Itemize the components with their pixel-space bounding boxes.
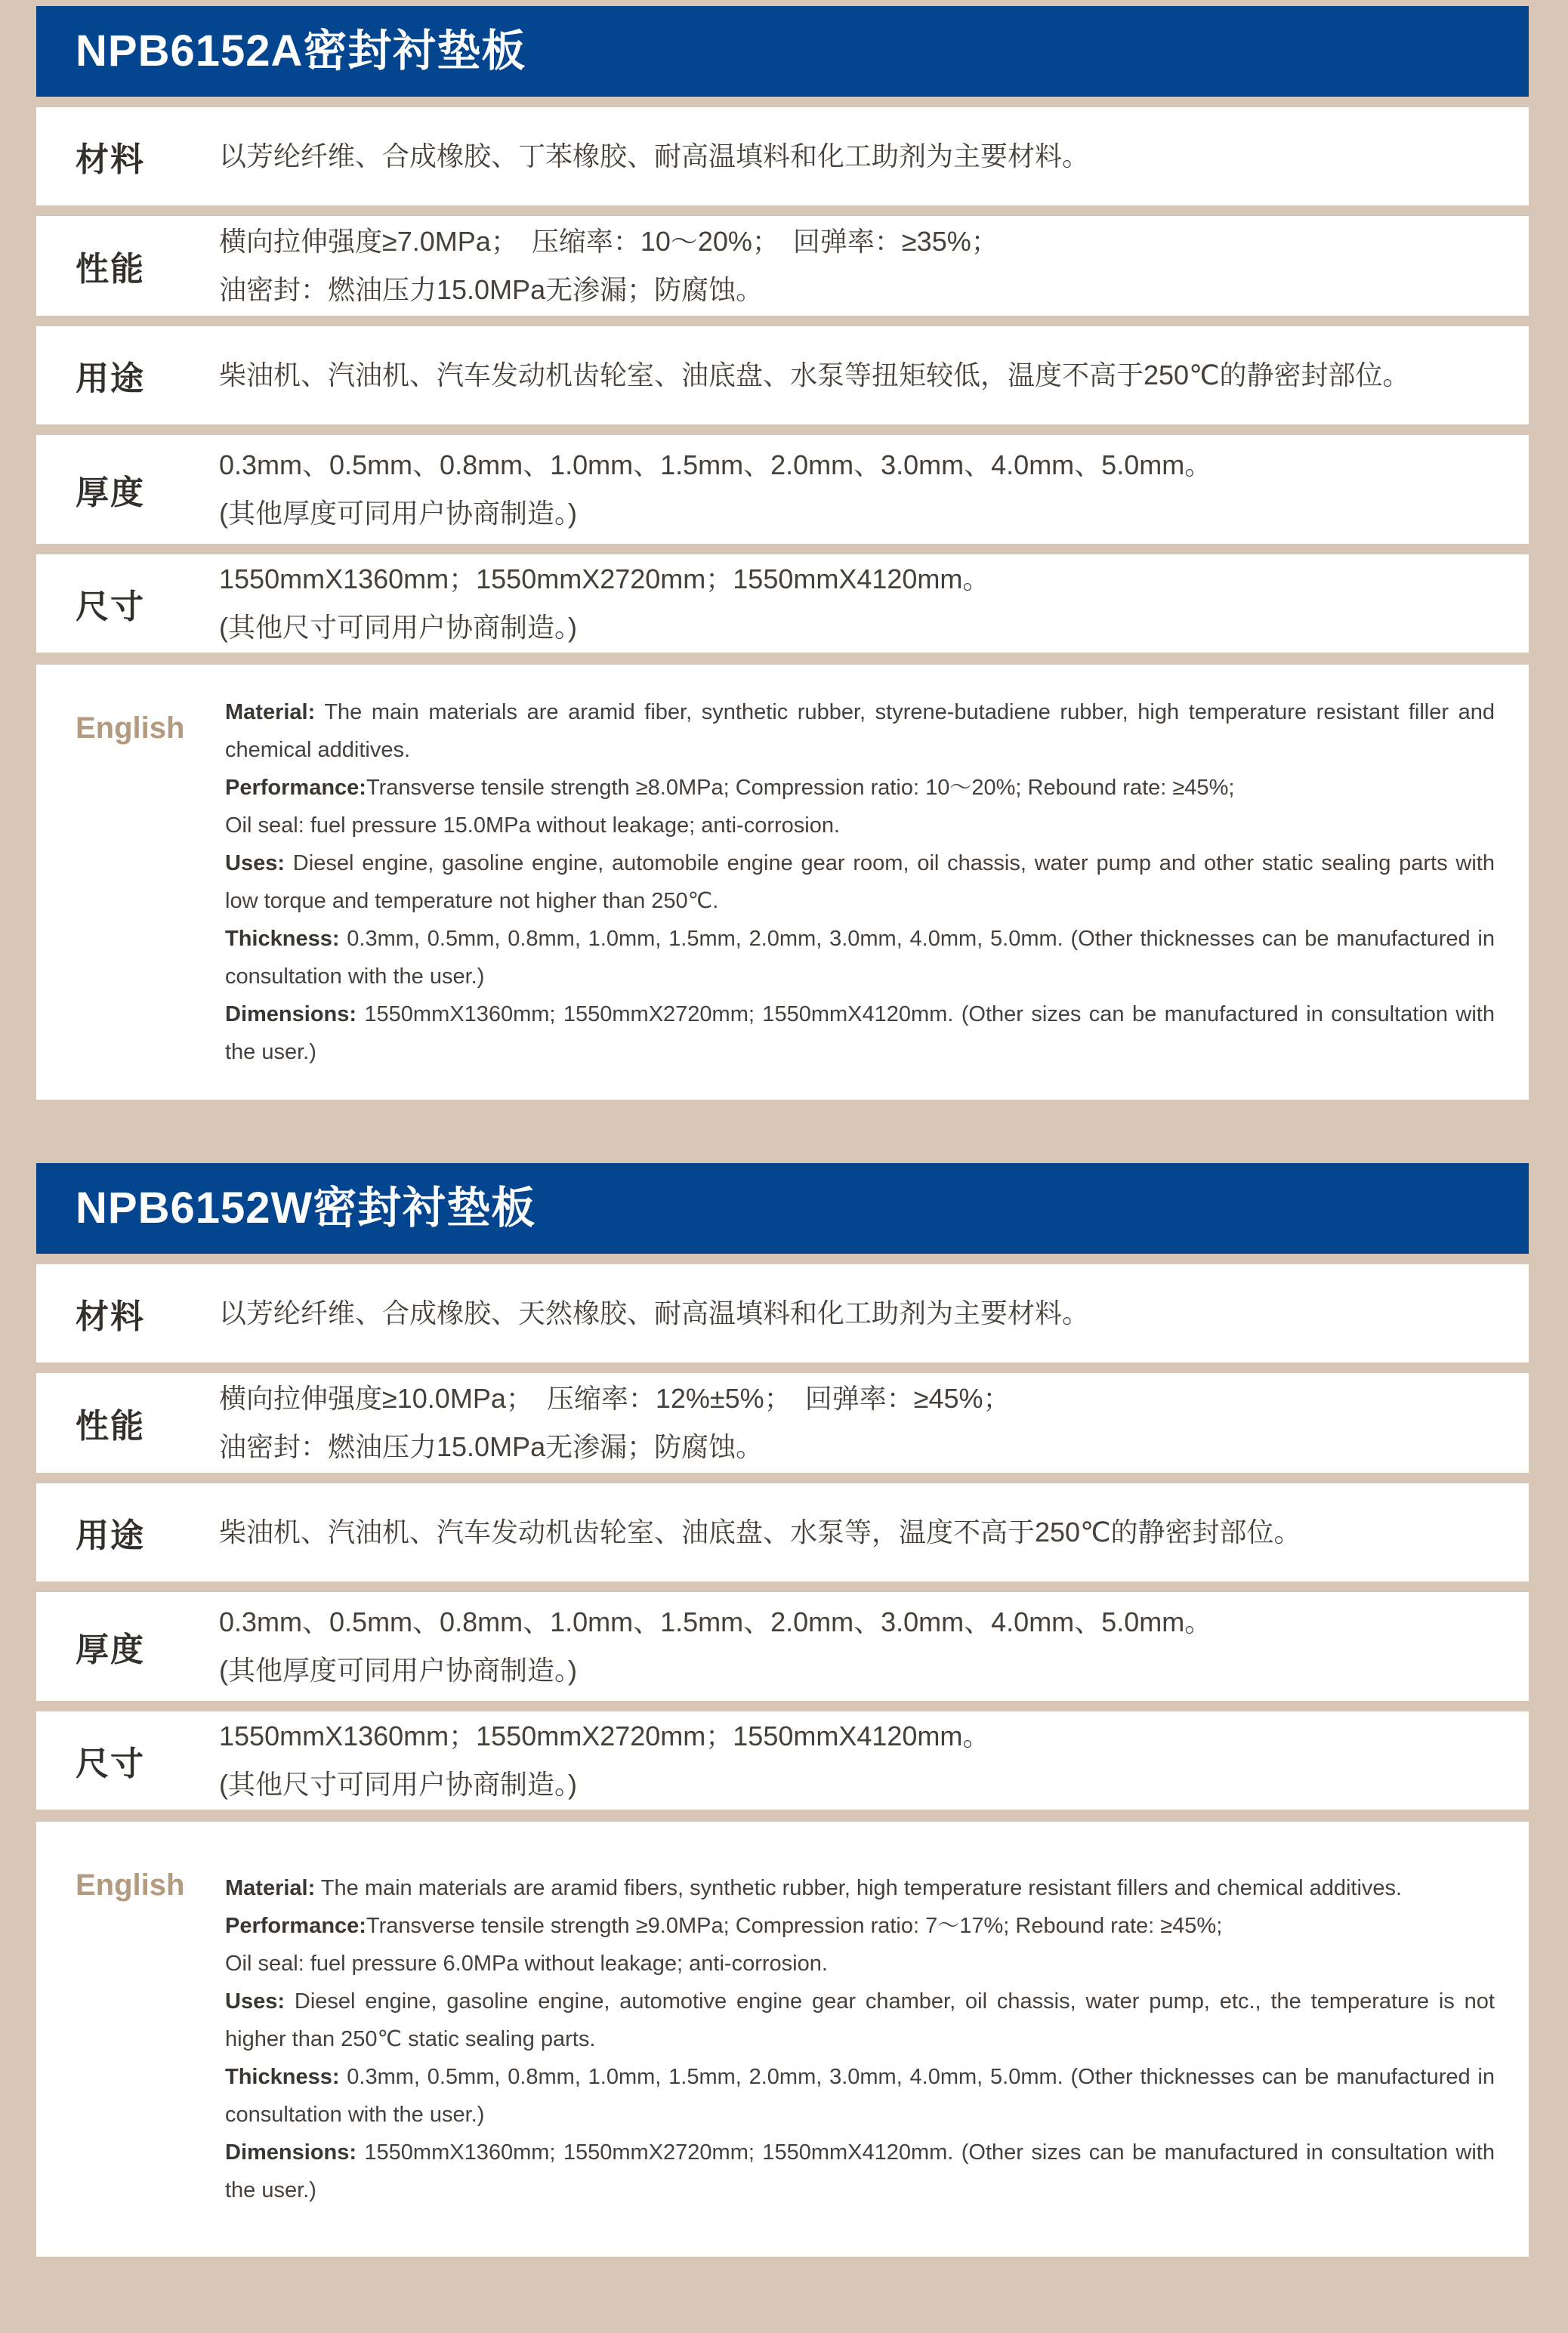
- paragraph-text: 1550mmX1360mm; 1550mmX2720mm; 1550mmX4120mm. (Other sizes can be manufactured in consultation with the user.): [225, 2140, 1495, 2202]
- row-line: 横向拉伸强度≥10.0MPa； 压缩率：12%±5%； 回弹率：≥45%；: [219, 1383, 1011, 1414]
- spec-row-dimensions: [36, 554, 1529, 653]
- row-label-material: 材料: [76, 141, 145, 178]
- english-paragraph-oilseal: [225, 1945, 1495, 1983]
- paragraph-text: The main materials are aramid fiber, synthetic rubber, styrene-butadiene rubber, high temperature resistant filler and chemical additives.: [225, 700, 1495, 762]
- paragraph-text: The main materials are aramid fibers, synthetic rubber, high temperature resistant fillers and chemical additives.: [315, 1876, 1403, 1900]
- card-header: [36, 1163, 1529, 1254]
- row-content: [219, 218, 1495, 314]
- row-line: 0.3mm、0.5mm、0.8mm、1.0mm、1.5mm、2.0mm、3.0mm、4.0mm、5.0mm。: [219, 449, 1212, 480]
- card-header: [36, 6, 1529, 97]
- row-label-performance: 性能: [76, 251, 145, 288]
- english-paragraph-dimensions: [225, 995, 1495, 1071]
- row-line: 横向拉伸强度≥7.0MPa； 压缩率：10～20%； 回弹率：≥35%；: [219, 226, 999, 257]
- spec-row-thickness: [36, 1592, 1529, 1701]
- row-line: 柴油机、汽油机、汽车发动机齿轮室、油底盘、水泵等扭矩较低，温度不高于250℃的静密封部位。: [219, 360, 1410, 390]
- english-section: [36, 1822, 1529, 2257]
- english-label: English: [76, 711, 185, 745]
- paragraph-text: Diesel engine, gasoline engine, automotive engine gear chamber, oil chassis, water pump, etc., the temperature is not higher than 250℃ static sealing parts.: [225, 1989, 1495, 2051]
- row-line: (其他厚度可同用户协商制造。): [219, 1655, 577, 1686]
- english-paragraph-dimensions: [225, 2134, 1495, 2209]
- row-label-performance: 性能: [76, 1408, 145, 1445]
- row-line: 1550mmX1360mm；1550mmX2720mm；1550mmX4120mm。: [219, 1720, 990, 1751]
- row-label-thickness: 厚度: [76, 1631, 145, 1668]
- paragraph-text: 1550mmX1360mm; 1550mmX2720mm; 1550mmX4120mm. (Other sizes can be manufactured in consultation with the user.): [225, 1002, 1495, 1064]
- row-label-thickness: 厚度: [76, 474, 145, 511]
- row-line: 柴油机、汽油机、汽车发动机齿轮室、油底盘、水泵等，温度不高于250℃的静密封部位。: [219, 1517, 1301, 1548]
- paragraph-lead: Thickness:: [225, 2065, 340, 2089]
- row-line: 油密封：燃油压力15.0MPa无渗漏；防腐蚀。: [219, 1431, 764, 1462]
- english-paragraph-uses: [225, 1983, 1495, 2058]
- paragraph-text: 0.3mm, 0.5mm, 0.8mm, 1.0mm, 1.5mm, 2.0mm, 3.0mm, 4.0mm, 5.0mm. (Other thicknesses can be manufactured in consultation with the user.): [225, 927, 1495, 989]
- row-line: 1550mmX1360mm；1550mmX2720mm；1550mmX4120mm。: [219, 563, 990, 594]
- paragraph-lead: Material:: [225, 1876, 316, 1900]
- product-card-npb6152w: [36, 1163, 1529, 2257]
- product-card-npb6152a: [36, 6, 1529, 1100]
- row-line: (其他尺寸可同用户协商制造。): [219, 1769, 577, 1800]
- english-paragraph-performance: [225, 1907, 1495, 1945]
- paragraph-text: Transverse tensile strength ≥9.0MPa; Compression ratio: 7～17%; Rebound rate: ≥45%;: [366, 1914, 1223, 1938]
- paragraph-lead: Performance:: [225, 1914, 366, 1938]
- paragraph-lead: Uses:: [225, 1989, 285, 2014]
- paragraph-text: Diesel engine, gasoline engine, automobile engine gear room, oil chassis, water pump and other static sealing parts with low torque and temperature not higher than 250℃.: [225, 851, 1495, 913]
- english-paragraph-material: [225, 1869, 1495, 1907]
- row-label-dimensions: 尺寸: [76, 588, 145, 625]
- spec-row-dimensions: [36, 1711, 1529, 1810]
- paragraph-text: Transverse tensile strength ≥8.0MPa; Compression ratio: 10～20%; Rebound rate: ≥45%;: [366, 776, 1235, 800]
- row-label-dimensions: 尺寸: [76, 1745, 145, 1782]
- paragraph-lead: Dimensions:: [225, 1002, 357, 1026]
- paragraph-lead: Dimensions:: [225, 2140, 357, 2165]
- paragraph-text: 0.3mm, 0.5mm, 0.8mm, 1.0mm, 1.5mm, 2.0mm, 3.0mm, 4.0mm, 5.0mm. (Other thicknesses can be manufactured in consultation with the user.): [225, 2065, 1495, 2127]
- spec-row-uses: [36, 1483, 1529, 1582]
- english-paragraph-performance: [225, 769, 1495, 807]
- spec-row-thickness: [36, 435, 1529, 544]
- card-title: NPB6152W密封衬垫板: [76, 1183, 536, 1233]
- english-paragraph-thickness: [225, 920, 1495, 995]
- row-label-material: 材料: [76, 1298, 145, 1335]
- spec-row-uses: [36, 326, 1529, 424]
- paragraph-lead: Thickness:: [225, 927, 340, 951]
- row-line: 以芳纶纤维、合成橡胶、丁苯橡胶、耐高温填料和化工助剂为主要材料。: [219, 140, 1090, 171]
- spec-row-material: [36, 1264, 1529, 1362]
- english-paragraph-uses: [225, 844, 1495, 920]
- row-content: [219, 1598, 1495, 1695]
- row-label-uses: 用途: [76, 1517, 145, 1554]
- row-content: [219, 132, 1495, 181]
- row-line: 油密封：燃油压力15.0MPa无渗漏；防腐蚀。: [219, 274, 764, 305]
- paragraph-lead: Material:: [225, 700, 316, 724]
- row-content: [219, 351, 1495, 400]
- english-label: English: [76, 1869, 185, 1902]
- row-content: [219, 1508, 1495, 1557]
- paragraph-text: Oil seal: fuel pressure 6.0MPa without leakage; anti-corrosion.: [225, 1952, 828, 1976]
- card-title: NPB6152A密封衬垫板: [76, 26, 526, 76]
- paragraph-lead: Performance:: [225, 776, 366, 800]
- english-paragraph-oilseal: [225, 807, 1495, 844]
- row-content: [219, 1289, 1495, 1338]
- row-line: (其他尺寸可同用户协商制造。): [219, 612, 577, 643]
- row-line: 0.3mm、0.5mm、0.8mm、1.0mm、1.5mm、2.0mm、3.0mm、4.0mm、5.0mm。: [219, 1606, 1212, 1637]
- row-content: [219, 555, 1495, 652]
- row-line: 以芳纶纤维、合成橡胶、天然橡胶、耐高温填料和化工助剂为主要材料。: [219, 1298, 1090, 1329]
- row-content: [219, 1712, 1495, 1809]
- english-content: [225, 693, 1495, 1071]
- row-label-uses: 用途: [76, 360, 145, 397]
- spec-row-performance: [36, 216, 1529, 316]
- row-line: (其他厚度可同用户协商制造。): [219, 498, 577, 529]
- english-paragraph-material: [225, 693, 1495, 769]
- english-content: [225, 1869, 1495, 2209]
- paragraph-lead: Uses:: [225, 851, 285, 875]
- row-content: [219, 441, 1495, 538]
- row-content: [219, 1375, 1495, 1471]
- spec-row-material: [36, 107, 1529, 205]
- english-paragraph-thickness: [225, 2058, 1495, 2134]
- spec-row-performance: [36, 1373, 1529, 1473]
- english-section: [36, 665, 1529, 1100]
- paragraph-text: Oil seal: fuel pressure 15.0MPa without leakage; anti-corrosion.: [225, 813, 841, 838]
